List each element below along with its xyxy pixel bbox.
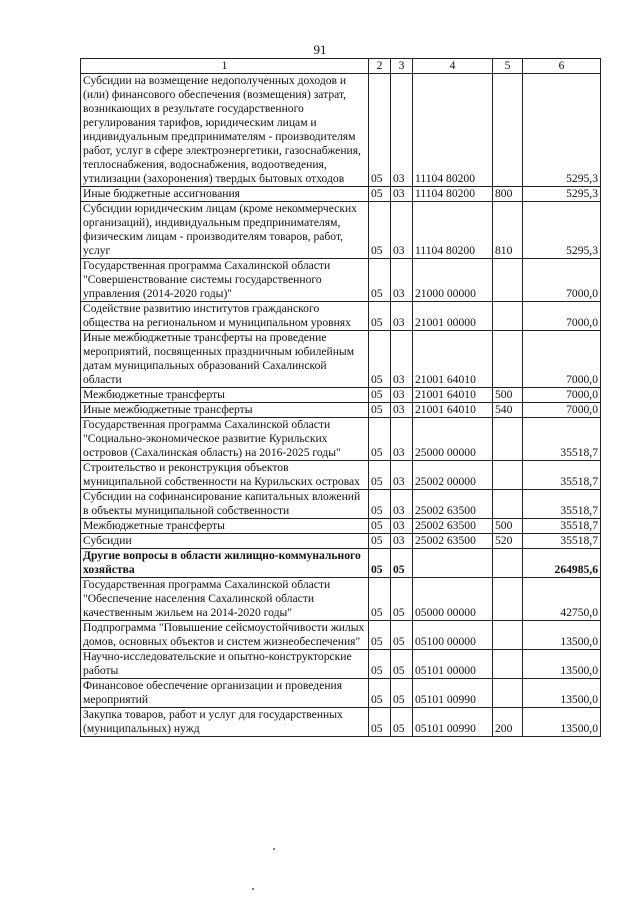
cell-name: Научно-исследовательские и опытно-конструкторские работы [81, 650, 369, 679]
table-row [81, 461, 601, 490]
cell-name: Межбюджетные трансферты [81, 388, 369, 403]
cell-amount: 7000,0 [523, 403, 601, 418]
cell-name: Строительство и реконструкция объектов муниципальной собственности на Курильских островах [81, 461, 369, 490]
header-cell-rz: 2 [369, 59, 391, 74]
cell-pr: 05 [391, 578, 413, 621]
cell-name: Государственная программа Сахалинской области "Совершенствование системы государственного управления (2014-2020 годы)" [81, 259, 369, 302]
cell-csr: 25002 63500 [413, 490, 493, 519]
cell-vr [493, 650, 523, 679]
cell-pr: 03 [391, 302, 413, 331]
cell-vr: 520 [493, 534, 523, 549]
cell-amount: 5295,3 [523, 74, 601, 187]
cell-rz: 05 [369, 187, 391, 202]
cell-pr: 03 [391, 259, 413, 302]
cell-csr: 11104 80200 [413, 187, 493, 202]
cell-rz: 05 [369, 74, 391, 187]
table-row [81, 331, 601, 388]
cell-name: Субсидии юридическим лицам (кроме некоммерческих организаций), индивидуальным предпринимателям, физическим лицам - производителям товаров, работ, услуг [81, 202, 369, 259]
cell-pr: 03 [391, 187, 413, 202]
cell-amount: 7000,0 [523, 388, 601, 403]
cell-amount: 264985,6 [523, 549, 601, 578]
cell-csr: 05100 00000 [413, 621, 493, 650]
cell-amount: 13500,0 [523, 621, 601, 650]
table-row [81, 519, 601, 534]
cell-vr: 800 [493, 187, 523, 202]
cell-vr [493, 549, 523, 578]
cell-vr: 540 [493, 403, 523, 418]
header-cell-name: 1 [81, 59, 369, 74]
cell-amount: 7000,0 [523, 259, 601, 302]
cell-rz: 05 [369, 302, 391, 331]
table-row [81, 650, 601, 679]
cell-pr: 03 [391, 403, 413, 418]
cell-csr: 05101 00000 [413, 650, 493, 679]
cell-csr: 05101 00990 [413, 679, 493, 708]
cell-csr: 11104 80200 [413, 74, 493, 187]
cell-pr: 03 [391, 202, 413, 259]
cell-amount: 13500,0 [523, 650, 601, 679]
cell-vr: 500 [493, 519, 523, 534]
header-cell-pr: 3 [391, 59, 413, 74]
cell-amount: 5295,3 [523, 187, 601, 202]
page-number: 91 [313, 42, 327, 57]
cell-name: Содействие развитию институтов гражданского общества на региональном и муниципальном уровнях [81, 302, 369, 331]
table-row [81, 202, 601, 259]
scan-speck [252, 888, 254, 890]
cell-vr [493, 679, 523, 708]
cell-rz: 05 [369, 650, 391, 679]
cell-pr: 05 [391, 549, 413, 578]
cell-csr: 25002 63500 [413, 519, 493, 534]
cell-amount: 5295,3 [523, 202, 601, 259]
cell-pr: 03 [391, 534, 413, 549]
cell-name: Другие вопросы в области жилищно-коммунального хозяйства [81, 549, 369, 578]
cell-pr: 05 [391, 708, 413, 737]
cell-amount: 13500,0 [523, 679, 601, 708]
cell-csr: 25002 63500 [413, 534, 493, 549]
table-row [81, 490, 601, 519]
table-row [81, 708, 601, 737]
cell-name: Государственная программа Сахалинской области "Социально-экономическое развитие Курильских островов (Сахалинская область) на 2016-2025 годы" [81, 418, 369, 461]
cell-amount: 35518,7 [523, 519, 601, 534]
cell-csr: 21001 00000 [413, 302, 493, 331]
cell-rz: 05 [369, 519, 391, 534]
cell-amount: 42750,0 [523, 578, 601, 621]
cell-vr [493, 331, 523, 388]
table-row [81, 549, 601, 578]
table-row [81, 534, 601, 549]
cell-rz: 05 [369, 549, 391, 578]
cell-amount: 35518,7 [523, 461, 601, 490]
cell-rz: 05 [369, 490, 391, 519]
cell-pr: 03 [391, 461, 413, 490]
cell-csr [413, 549, 493, 578]
cell-vr [493, 490, 523, 519]
cell-vr: 810 [493, 202, 523, 259]
cell-vr [493, 259, 523, 302]
cell-name: Иные бюджетные ассигнования [81, 187, 369, 202]
table-row [81, 621, 601, 650]
cell-csr: 25000 00000 [413, 418, 493, 461]
cell-amount: 7000,0 [523, 331, 601, 388]
cell-pr: 03 [391, 519, 413, 534]
cell-pr: 03 [391, 74, 413, 187]
header-row [81, 59, 601, 74]
cell-rz: 05 [369, 461, 391, 490]
cell-csr: 21000 00000 [413, 259, 493, 302]
cell-name: Подпрограмма "Повышение сейсмоустойчивости жилых домов, основных объектов и систем жизнеобеспечения" [81, 621, 369, 650]
cell-csr: 21001 64010 [413, 403, 493, 418]
cell-amount: 35518,7 [523, 534, 601, 549]
cell-name: Субсидии на софинансирование капитальных вложений в объекты муниципальной собственности [81, 490, 369, 519]
cell-pr: 05 [391, 650, 413, 679]
cell-vr: 200 [493, 708, 523, 737]
cell-rz: 05 [369, 202, 391, 259]
header-cell-amount: 6 [523, 59, 601, 74]
cell-rz: 05 [369, 679, 391, 708]
header-cell-vr: 5 [493, 59, 523, 74]
cell-name: Закупка товаров, работ и услуг для государственных (муниципальных) нужд [81, 708, 369, 737]
cell-name: Иные межбюджетные трансферты на проведение мероприятий, посвященных праздничным юбилейным датам муниципальных образований Сахалинской области [81, 331, 369, 388]
cell-amount: 13500,0 [523, 708, 601, 737]
table-row [81, 403, 601, 418]
cell-amount: 7000,0 [523, 302, 601, 331]
cell-pr: 03 [391, 418, 413, 461]
table-row [81, 187, 601, 202]
cell-name: Межбюджетные трансферты [81, 519, 369, 534]
table-row [81, 74, 601, 187]
cell-vr [493, 621, 523, 650]
cell-rz: 05 [369, 578, 391, 621]
cell-name: Субсидии на возмещение недополученных доходов и (или) финансового обеспечения (возмещения) затрат, возникающих в результате государственного регулирования тарифов, юридическим лицам и индивидуальным предпринимателям - производителям работ, услуг в сфере электроэнергетики, газоснабжения, теплоснабжения, водоснабжения, водоотведения, утилизации (захоронения) твердых бытовых отходов [81, 74, 369, 187]
cell-vr [493, 578, 523, 621]
cell-pr: 03 [391, 490, 413, 519]
cell-rz: 05 [369, 621, 391, 650]
cell-rz: 05 [369, 403, 391, 418]
cell-csr: 05101 00990 [413, 708, 493, 737]
cell-csr: 05000 00000 [413, 578, 493, 621]
cell-name: Финансовое обеспечение организации и проведения мероприятий [81, 679, 369, 708]
cell-amount: 35518,7 [523, 490, 601, 519]
cell-vr: 500 [493, 388, 523, 403]
cell-csr: 21001 64010 [413, 388, 493, 403]
table-row [81, 679, 601, 708]
cell-csr: 25002 00000 [413, 461, 493, 490]
cell-pr: 03 [391, 388, 413, 403]
cell-csr: 21001 64010 [413, 331, 493, 388]
table-row [81, 578, 601, 621]
cell-rz: 05 [369, 534, 391, 549]
table-row [81, 302, 601, 331]
cell-name: Иные межбюджетные трансферты [81, 403, 369, 418]
header-cell-csr: 4 [413, 59, 493, 74]
table-row [81, 418, 601, 461]
table-row [81, 388, 601, 403]
cell-pr: 05 [391, 679, 413, 708]
cell-pr: 05 [391, 621, 413, 650]
cell-rz: 05 [369, 388, 391, 403]
cell-rz: 05 [369, 418, 391, 461]
table-body [81, 74, 601, 737]
cell-vr [493, 74, 523, 187]
cell-rz: 05 [369, 708, 391, 737]
cell-amount: 35518,7 [523, 418, 601, 461]
cell-csr: 11104 80200 [413, 202, 493, 259]
budget-table [80, 58, 601, 737]
cell-pr: 03 [391, 331, 413, 388]
cell-name: Государственная программа Сахалинской области "Обеспечение населения Сахалинской области качественным жильем на 2014-2020 годы" [81, 578, 369, 621]
cell-name: Субсидии [81, 534, 369, 549]
cell-vr [493, 418, 523, 461]
cell-vr [493, 302, 523, 331]
scan-speck [273, 848, 275, 850]
cell-rz: 05 [369, 331, 391, 388]
cell-vr [493, 461, 523, 490]
cell-rz: 05 [369, 259, 391, 302]
table-row [81, 259, 601, 302]
